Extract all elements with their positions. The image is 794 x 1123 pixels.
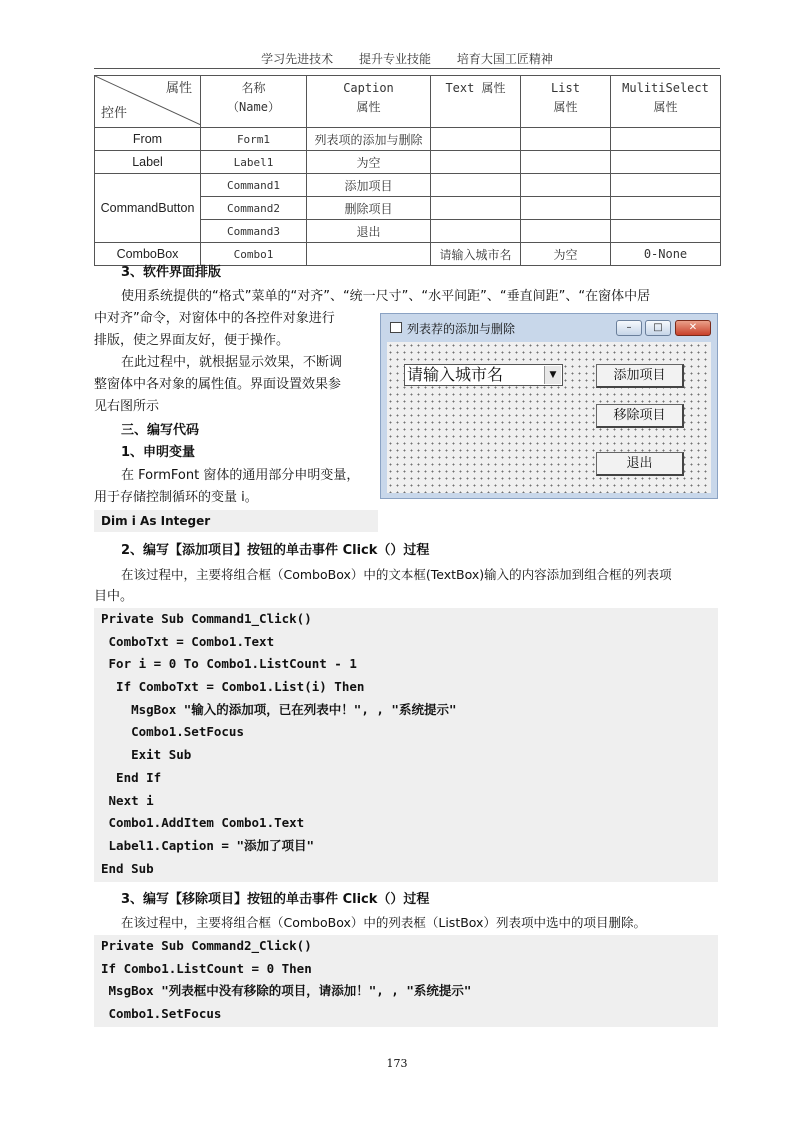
- code-line: For i = 0 To Combo1.ListCount - 1: [101, 656, 357, 672]
- paragraph-line: 在 FormFont 窗体的通用部分申明变量，: [121, 468, 360, 483]
- code-block-command1: [94, 608, 718, 882]
- header-item: 培育大国工匠精神: [456, 52, 553, 66]
- column-header: Text 属性: [431, 76, 521, 128]
- paragraph-line: 中对齐”命令，对窗体中的各控件对象进行: [94, 311, 335, 326]
- city-combo-box[interactable]: [404, 364, 563, 386]
- code-line: Combo1.SetFocus: [101, 724, 244, 740]
- table-row: From Form1 列表项的添加与删除: [95, 128, 721, 151]
- paragraph-line: 排版，使之界面友好，便于操作。: [94, 333, 290, 348]
- subsection-title: 1、申明变量: [121, 445, 196, 460]
- window-titlebar: [381, 314, 717, 342]
- exit-button[interactable]: 退出: [596, 452, 684, 476]
- code-line: Dim i As Integer: [101, 514, 211, 528]
- header-item: 学习先进技术: [261, 52, 334, 66]
- corner-top-label: 属性: [165, 81, 192, 96]
- minimize-icon[interactable]: –: [616, 320, 642, 336]
- code-line: Private Sub Command1_Click(): [101, 611, 312, 626]
- table-row: Label Label1 为空: [95, 151, 721, 174]
- table-corner-cell: [95, 76, 201, 128]
- remove-item-button[interactable]: 移除项目: [596, 404, 684, 428]
- section-title: 3、软件界面排版: [121, 265, 222, 280]
- window-icon: [390, 322, 402, 333]
- add-item-button[interactable]: 添加项目: [596, 364, 684, 388]
- dropdown-arrow-icon[interactable]: ▼: [544, 366, 561, 384]
- code-line: Private Sub Command2_Click(): [101, 938, 312, 953]
- page-number: 173: [386, 1057, 408, 1070]
- code-line: Label1.Caption = "添加了项目": [101, 837, 315, 853]
- paragraph-line: 在该过程中，主要将组合框（ComboBox）中的列表框（ListBox）列表项中选中的项目删除。: [121, 915, 646, 930]
- code-block-dim: [94, 510, 378, 532]
- code-block-command2: [94, 935, 718, 1027]
- subsection-title: 3、编写【移除项目】按钮的单击事件 Click（）过程: [121, 892, 430, 907]
- table-row: Command3 退出: [95, 220, 721, 243]
- form-client-area: [387, 342, 711, 493]
- code-line: End If: [101, 769, 162, 785]
- paragraph-line: 在此过程中，就根据显示效果，不断调: [121, 355, 343, 370]
- header-rule: [94, 68, 720, 69]
- code-line: Combo1.SetFocus: [101, 1006, 222, 1022]
- properties-table: [94, 75, 721, 266]
- column-header: 名称 （Name）: [201, 76, 307, 128]
- paragraph-line: 整窗体中各对象的属性值。界面设置效果参: [94, 377, 342, 392]
- maximize-icon[interactable]: □: [645, 320, 671, 336]
- close-icon[interactable]: ✕: [675, 320, 711, 336]
- subsection-title: 2、编写【添加项目】按钮的单击事件 Click（）过程: [121, 543, 430, 558]
- page-header: [94, 50, 720, 67]
- table-row: ComboBox Combo1 请输入城市名 为空 0-None: [95, 243, 721, 266]
- paragraph-line: 目中。: [94, 589, 134, 604]
- vb-form-window: [380, 313, 718, 499]
- code-line: Combo1.AddItem Combo1.Text: [101, 815, 305, 831]
- table-row: CommandButton Command1 添加项目: [95, 174, 721, 197]
- paragraph-line: 用于存储控制循环的变量 i。: [94, 490, 258, 505]
- paragraph-line: 见右图所示: [94, 399, 160, 414]
- paragraph-line: 在该过程中，主要将组合框（ComboBox）中的文本框(TextBox)输入的内容添加到组合框的列表项: [121, 567, 672, 582]
- code-line: Exit Sub: [101, 747, 192, 763]
- part-title: 三、编写代码: [121, 423, 200, 438]
- corner-bottom-label: 控件: [101, 106, 128, 121]
- combo-text: 请输入城市名: [407, 365, 504, 384]
- code-line: ComboTxt = Combo1.Text: [101, 633, 275, 649]
- code-line: Next i: [101, 792, 154, 808]
- code-line: MsgBox "输入的添加项，已在列表中！", , "系统提示": [101, 701, 457, 717]
- code-line: If Combo1.ListCount = 0 Then: [101, 960, 312, 976]
- code-line: If ComboTxt = Combo1.List(i) Then: [101, 679, 365, 695]
- column-header: Caption 属性: [307, 76, 431, 128]
- column-header: List 属性: [521, 76, 611, 128]
- paragraph-line: 使用系统提供的“格式”菜单的“对齐”、“统一尺寸”、“水平间距”、“垂直间距”、“在窗体中居: [121, 289, 651, 304]
- window-title: 列表荐的添加与删除: [407, 322, 516, 336]
- header-item: 提升专业技能: [358, 52, 431, 66]
- column-header: MulitiSelect 属性: [611, 76, 721, 128]
- code-line: MsgBox "列表框中没有移除的项目，请添加！", , "系统提示": [101, 983, 472, 999]
- code-line: End Sub: [101, 860, 154, 876]
- table-row: Command2 删除项目: [95, 197, 721, 220]
